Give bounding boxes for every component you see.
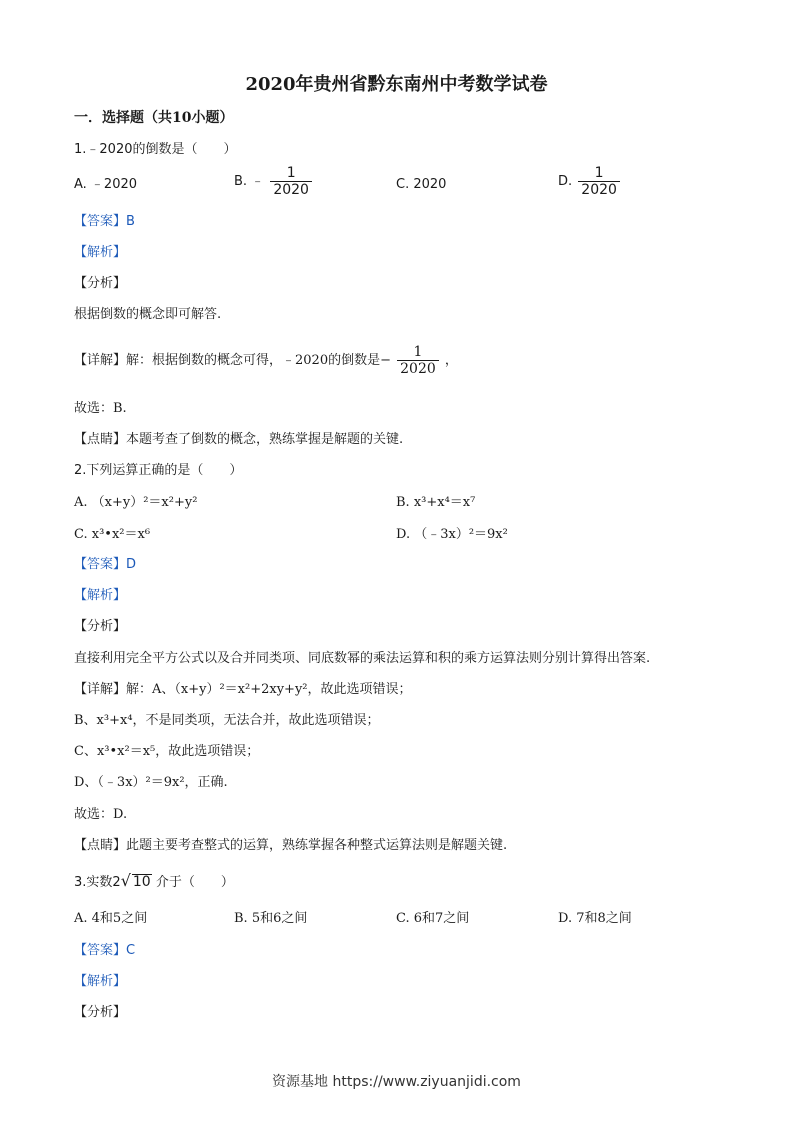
q1-option-d-prefix: D. [558,174,573,189]
q2-detail-a: 【详解】解：A、（x+y）²＝x²+2xy+y²，故此选项错误； [74,682,412,697]
q3-stem-prefix: 3.实数2 [74,875,121,890]
q2-fenxi-label: 【分析】 [74,619,127,634]
q1-fenxi-label: 【分析】 [74,276,127,291]
q1-option-c: C. 2020 [396,177,447,192]
q1-option-d-numerator: 1 [594,165,604,181]
q3-stem-suffix: 介于（ ） [155,875,234,890]
q2-choose: 故选：D. [74,807,128,822]
q1-option-d-denominator: 2020 [578,181,620,198]
q1-detail-numerator: 1 [413,344,423,360]
footer-watermark: 资源基地 https://www.ziyuanjidi.com [272,1074,521,1090]
q1-detail-denominator: 2020 [397,360,439,377]
q3-fenxi-label: 【分析】 [74,1005,127,1020]
q1-option-b-fraction [270,165,312,198]
q1-option-b [234,165,314,198]
q2-option-c: C. x³•x²＝x⁶ [74,527,151,542]
q3-option-b: B. 5和6之间 [234,911,308,926]
q2-stem: 2.下列运算正确的是（ ） [74,463,243,478]
q1-stem: 1.﹣2020的倒数是（ ） [74,142,237,157]
q2-option-d: D. （﹣3x）²＝9x² [396,527,508,542]
q2-detail-b: B、x³+x⁴，不是同类项，无法合并，故此选项错误； [74,713,380,728]
q2-comment: 【点睛】此题主要考查整式的运算，熟练掌握各种整式运算法则是解题关键. [74,838,508,853]
q1-option-b-prefix: B. ﹣ [234,174,265,189]
q3-option-a: A. 4和5之间 [74,911,148,926]
q2-detail-c: C、x³•x²＝x⁵，故此选项错误； [74,744,260,759]
q3-option-d: D. 7和8之间 [558,911,632,926]
q2-answer: 【答案】D [74,557,137,572]
q2-option-b: B. x³+x⁴＝x⁷ [396,495,476,510]
q1-choose: 故选：B. [74,401,127,416]
q3-stem [74,872,234,892]
sqrt-icon: √ [120,871,131,890]
q3-option-c: C. 6和7之间 [396,911,470,926]
q1-jiexi-label: 【解析】 [74,245,127,260]
q1-fenxi-text: 根据倒数的概念即可解答. [74,307,222,322]
q1-comment: 【点睛】本题考查了倒数的概念，熟练掌握是解题的关键. [74,432,404,447]
q2-jiexi-label: 【解析】 [74,588,127,603]
q1-option-d [558,165,622,198]
q1-detail-prefix: 【详解】解：根据倒数的概念可得，﹣2020的倒数是− [74,353,391,368]
q1-option-d-fraction [578,165,620,198]
q2-fenxi-text: 直接利用完全平方公式以及合并同类项、同底数幂的乘法运算和积的乘方运算法则分别计算得出答案. [74,651,651,666]
section-heading: 一．选择题（共10小题） [74,110,234,126]
q1-detail-fraction [397,344,439,377]
q1-option-b-numerator: 1 [286,165,296,181]
q1-option-a: A. ﹣2020 [74,177,138,192]
q1-detail-suffix: ， [444,353,458,368]
q1-detail [74,344,458,377]
q1-option-b-denominator: 2020 [270,181,312,198]
q2-detail-d: D、（﹣3x）²＝9x²，正确. [74,775,228,790]
q3-answer: 【答案】C [74,943,136,958]
q3-jiexi-label: 【解析】 [74,974,127,989]
q1-answer: 【答案】B [74,214,135,229]
q3-radicand: 10 [132,874,151,890]
page-title: 2020年贵州省黔东南州中考数学试卷 [245,74,548,95]
q2-option-a: A. （x+y）²＝x²+y² [74,495,198,510]
